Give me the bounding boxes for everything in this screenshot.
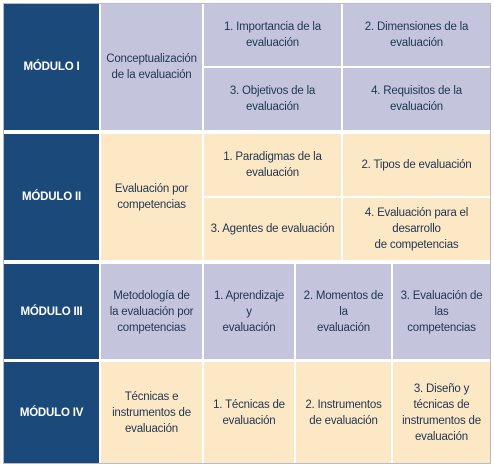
module-2-item-2: 2. Tipos de evaluación: [343, 134, 490, 196]
module-topic-3: Metodología de la evaluación por competencias: [101, 264, 202, 359]
module-4-item-3: 3. Diseño y técnicas de instrumentos de evaluación: [393, 362, 490, 463]
module-2-item-4: 4. Evaluación para el desarrollo de competencias: [343, 198, 490, 260]
module-3-item-1: 1. Aprendizaje y evaluación: [204, 264, 294, 359]
module-topic-4: Técnicas e instrumentos de evaluación: [101, 362, 202, 463]
module-2-item-1: 1. Paradigmas de la evaluación: [204, 134, 341, 196]
module-1-item-4: 4. Requisitos de la evaluación: [343, 68, 490, 130]
module-label-4: MÓDULO IV: [4, 362, 99, 463]
module-topic-2: Evaluación por competencias: [101, 134, 202, 260]
module-1-item-1: 1. Importancia de la evaluación: [204, 4, 341, 66]
module-label-3: MÓDULO III: [4, 264, 99, 359]
module-2-item-3: 3. Agentes de evaluación: [204, 198, 341, 260]
module-3-item-2: 2. Momentos de la evaluación: [296, 264, 391, 359]
module-topic-1: Conceptualización de la evaluación: [101, 4, 202, 130]
curriculum-table: [4, 4, 490, 463]
module-label-1: MÓDULO I: [4, 4, 99, 130]
module-3-item-3: 3. Evaluación de las competencias: [393, 264, 490, 359]
module-4-item-1: 1. Técnicas de evaluación: [204, 362, 294, 463]
module-label-2: MÓDULO II: [4, 134, 99, 260]
module-1-item-3: 3. Objetivos de la evaluación: [204, 68, 341, 130]
module-4-item-2: 2. Instrumentos de evaluación: [296, 362, 391, 463]
module-1-item-2: 2. Dimensiones de la evaluación: [343, 4, 490, 66]
